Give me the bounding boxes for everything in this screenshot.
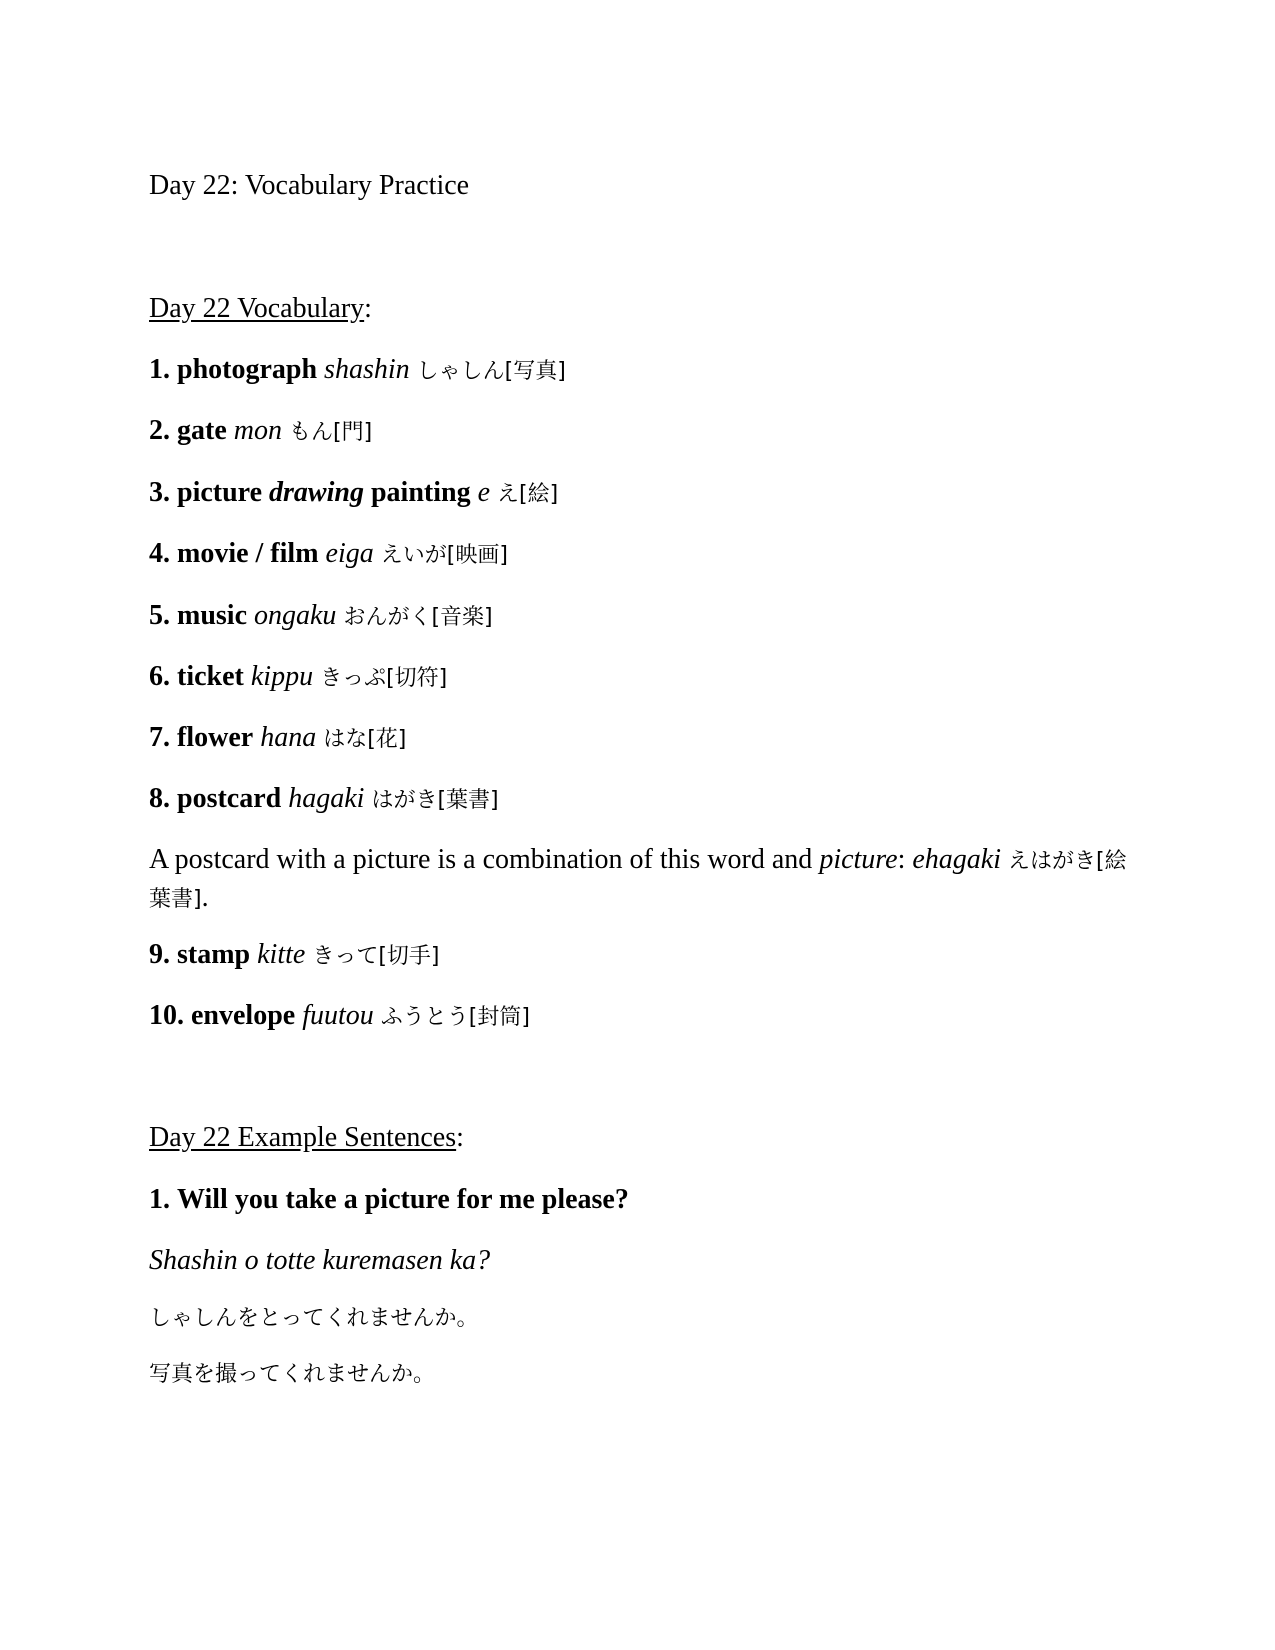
vocab-num: 8. bbox=[149, 783, 170, 814]
vocab-en: painting bbox=[370, 477, 471, 508]
vocab-num: 5. bbox=[149, 600, 170, 631]
note-romaji: ehagaki bbox=[912, 844, 1002, 875]
vocab-romaji: hana bbox=[260, 722, 317, 753]
vocab-item-8 bbox=[149, 783, 499, 817]
vocab-kanji: [葉書] bbox=[437, 788, 499, 813]
vocab-kana: ふうとう bbox=[380, 1005, 469, 1030]
vocab-romaji: ongaku bbox=[254, 600, 337, 631]
vocab-en: postcard bbox=[177, 783, 282, 814]
vocab-kanji: [封筒] bbox=[468, 1005, 530, 1030]
example-1-romaji bbox=[149, 1245, 490, 1277]
vocab-romaji: mon bbox=[233, 415, 282, 446]
examples-heading-text: Day 22 Example Sentences bbox=[149, 1122, 457, 1153]
vocab-romaji: kippu bbox=[250, 661, 314, 692]
example-1-english bbox=[149, 1184, 629, 1216]
vocab-kana: きって bbox=[312, 944, 379, 969]
vocab-romaji: fuutou bbox=[302, 1000, 374, 1031]
vocab-kana: おんがく bbox=[343, 605, 432, 630]
note-italic-word: picture bbox=[819, 844, 898, 875]
vocab-romaji: e bbox=[477, 477, 491, 508]
note-text: A postcard with a picture is a combination of this word and bbox=[149, 844, 820, 875]
example-romaji: Shashin o totte kuremasen ka? bbox=[149, 1245, 491, 1276]
note-end: . bbox=[201, 882, 209, 913]
vocab-kana: はな bbox=[323, 727, 368, 752]
vocab-en: envelope bbox=[191, 1000, 296, 1031]
vocab-kanji: [絵] bbox=[519, 482, 559, 507]
vocab-en: ticket bbox=[177, 661, 244, 692]
vocab-kanji: [切符] bbox=[386, 666, 448, 691]
vocab-item-9 bbox=[149, 939, 440, 973]
vocab-romaji: shashin bbox=[324, 354, 410, 385]
vocab-romaji: kitte bbox=[257, 939, 306, 970]
vocab-en: flower bbox=[177, 722, 254, 753]
vocab-heading-text: Day 22 Vocabulary bbox=[149, 293, 365, 324]
vocab-en: stamp bbox=[177, 939, 251, 970]
example-en: Will you take a picture for me please? bbox=[177, 1184, 629, 1215]
vocab-item-7 bbox=[149, 722, 406, 756]
vocab-item-10 bbox=[149, 1000, 530, 1034]
postcard-note bbox=[149, 842, 1129, 918]
examples-heading: Day 22 Example Sentences: bbox=[149, 1122, 464, 1153]
vocab-num: 9. bbox=[149, 939, 170, 970]
vocab-kanji: [切手] bbox=[378, 944, 440, 969]
vocab-kanji: [花] bbox=[367, 727, 407, 752]
vocab-kana: え bbox=[497, 482, 520, 507]
vocab-romaji: eiga bbox=[325, 538, 374, 569]
vocab-kana: はがき bbox=[371, 788, 438, 813]
note-colon: : bbox=[897, 844, 913, 875]
vocab-en: photograph bbox=[177, 354, 318, 385]
vocab-num: 3. bbox=[149, 477, 170, 508]
vocab-num: 10. bbox=[149, 1000, 184, 1031]
vocab-num: 2. bbox=[149, 415, 170, 446]
vocab-num: 6. bbox=[149, 661, 170, 692]
vocab-item-1 bbox=[149, 354, 566, 388]
vocab-kanji: [音楽] bbox=[431, 605, 493, 630]
vocab-kanji: [映画] bbox=[446, 543, 508, 568]
vocab-kana: きっぷ bbox=[320, 666, 387, 691]
vocab-item-4 bbox=[149, 538, 508, 572]
example-1-kana: しゃしんをとってくれませんか。 bbox=[149, 1306, 479, 1331]
example-1-kanji: 写真を撮ってくれませんか。 bbox=[149, 1362, 436, 1387]
vocab-kana: しゃしん bbox=[416, 359, 505, 384]
vocab-item-2 bbox=[149, 415, 372, 449]
vocab-heading: Day 22 Vocabulary: bbox=[149, 293, 372, 324]
vocab-kana: もん bbox=[289, 420, 334, 445]
vocab-num: 7. bbox=[149, 722, 170, 753]
vocab-item-5 bbox=[149, 600, 493, 634]
vocab-item-6 bbox=[149, 661, 447, 695]
vocab-en: picture bbox=[177, 477, 263, 508]
vocab-kanji: [写真] bbox=[504, 359, 566, 384]
vocab-romaji: hagaki bbox=[288, 783, 365, 814]
vocab-kana: えいが bbox=[380, 543, 447, 568]
vocab-en: music bbox=[177, 600, 247, 631]
vocab-kanji: [門] bbox=[333, 420, 373, 445]
example-num: 1. bbox=[149, 1184, 170, 1215]
vocab-item-3 bbox=[149, 477, 558, 511]
vocab-num: 1. bbox=[149, 354, 170, 385]
note-jp: えはがき[絵葉書] bbox=[149, 849, 1127, 912]
vocab-en: drawing bbox=[269, 477, 364, 508]
vocab-en: movie / film bbox=[177, 538, 319, 569]
page-title: Day 22: Vocabulary Practice bbox=[149, 170, 470, 201]
vocab-num: 4. bbox=[149, 538, 170, 569]
vocab-en: gate bbox=[177, 415, 227, 446]
